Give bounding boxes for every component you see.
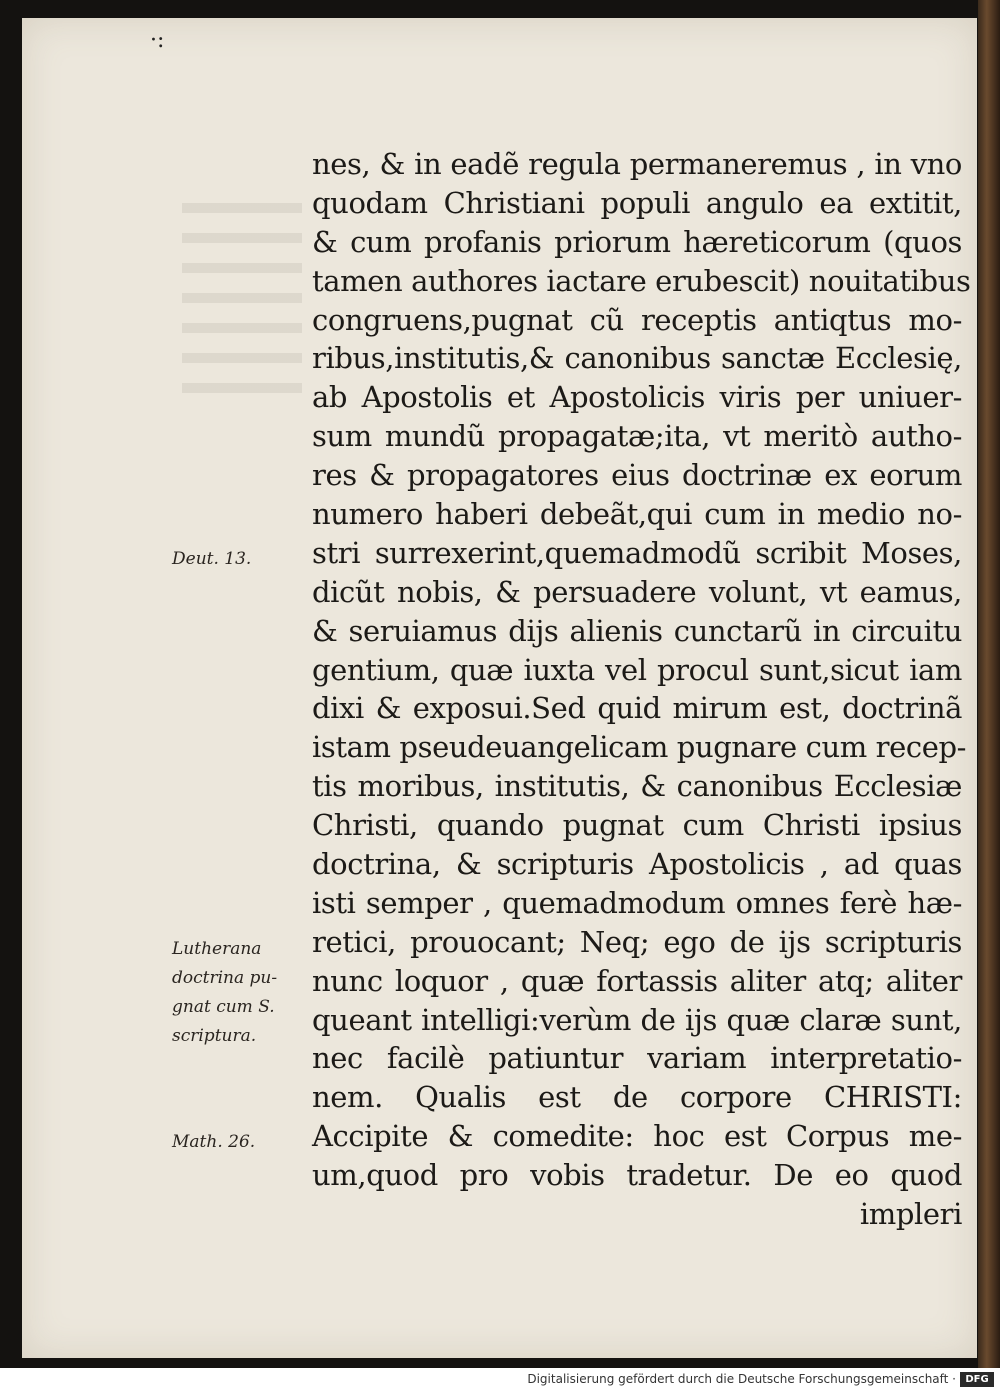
text-line: nec facilè patiuntur variam interpretatio- [312,1041,962,1076]
margin-note-line: doctrina pu- [172,968,278,988]
text-line: dicũt nobis, & persuadere volunt, vt eamus, [312,574,962,609]
text-line: numero haberi debeãt,qui cum in medio no- [312,497,962,532]
catchword: impleri [859,1197,962,1232]
text-line: Accipite & comedite: hoc est Corpus me- [312,1119,962,1154]
text-line: isti semper , quemadmodum omnes ferè hæ- [312,885,962,920]
margin-note-line: Math. 26. [172,1132,256,1152]
text-line: nes, & in eadẽ regula permaneremus , in vno [312,147,962,181]
text-line: sum mundũ propagatæ;ita, vt meritò autho- [312,419,962,454]
text-line: dixi & exposui.Sed quid mirum est, doctrinã [312,691,962,726]
margin-note-math [172,1128,297,1157]
text-line: ab Apostolis et Apostolicis viris per uniuer- [312,380,962,415]
text-line: istam pseudeuangelicam pugnare cum recep- [312,730,967,765]
text-line: & seruiamus dijs alienis cunctarũ in circuitu [312,613,962,648]
text-line: tis moribus, institutis, & canonibus Ecclesiæ [312,769,962,804]
funding-credit: Digitalisierung gefördert durch die Deutsche Forschungsgemeinschaft · [527,1372,956,1386]
text-line: quodam Christiani populi angulo ea extitit, [312,185,962,220]
main-text-block [312,145,971,1234]
footer-bar [0,1368,1000,1392]
margin-note-line: scriptura. [172,1026,257,1046]
text-line: nunc loquor , quæ fortassis aliter atq; aliter [312,963,962,998]
margin-note-luther [172,935,297,1051]
book-spine [978,0,1000,1368]
text-line: queant intelligi:verùm de ijs quæ claræ sunt, [312,1002,962,1037]
margin-note-line: Lutherana [172,939,262,959]
text-line: nem. Qualis est de corpore CHRISTI: [312,1080,962,1115]
text-line: ribus,institutis,& canonibus sanctæ Ecclesię, [312,341,962,376]
text-line: stri surrexerint,quemadmodũ scribit Moses, [312,535,962,570]
dfg-logo-icon: DFG [960,1372,994,1387]
text-line: res & propagatores eius doctrinæ ex eorum [312,458,962,493]
text-line: doctrina, & scripturis Apostolicis , ad quas [312,847,962,882]
page-mark: ·: [150,28,165,53]
text-line: tamen authores iactare erubescit) nouitatibus [312,263,971,298]
text-line: Christi, quando pugnat cum Christi ipsius [312,808,962,843]
text-line: retici, prouocant; Neq; ego de ijs scripturis [312,924,962,959]
book-page [22,18,977,1358]
show-through-bleed [182,203,302,403]
text-line: um,quod pro vobis tradetur. De eo quod [312,1158,962,1193]
text-line: & cum profanis priorum hæreticorum (quos [312,224,962,259]
margin-note-line: gnat cum S. [172,997,275,1017]
text-line: congruens,pugnat cũ receptis antiqtus mo- [312,302,962,337]
margin-note-line: Deut. 13. [172,549,252,569]
text-line: gentium, quæ iuxta vel procul sunt,sicut iam [312,652,962,687]
margin-note-deut [172,545,297,574]
